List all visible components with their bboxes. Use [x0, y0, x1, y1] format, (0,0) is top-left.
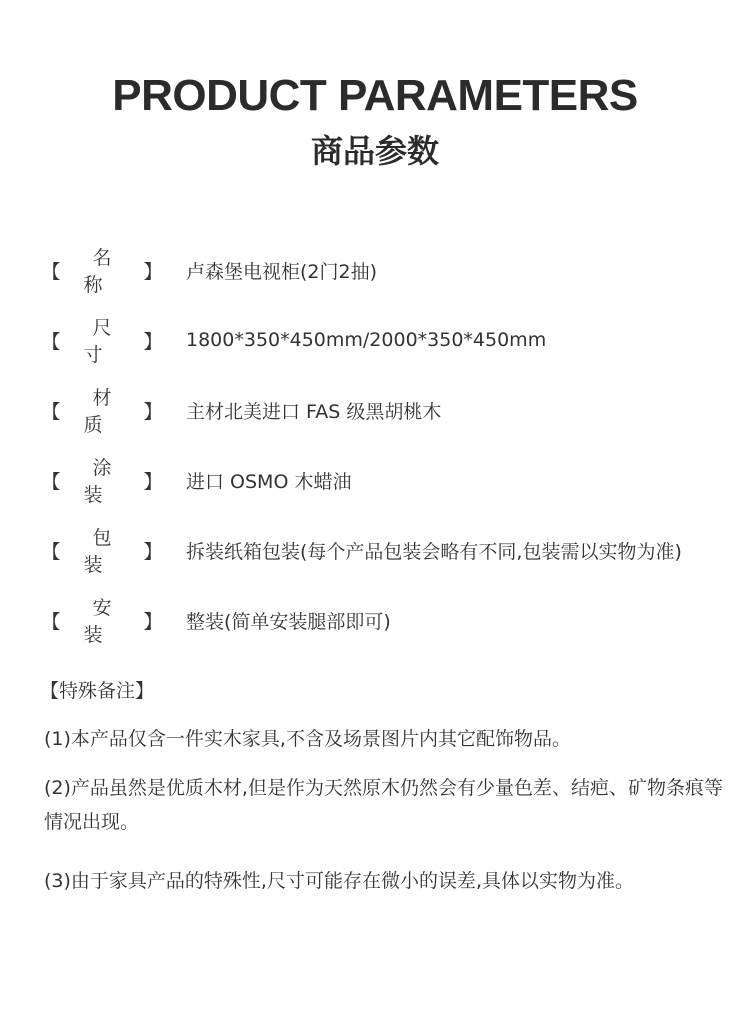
bracket-open: 【 [41, 330, 61, 353]
bracket-close: 】 [143, 470, 163, 493]
notes-title: 【特殊备注】 [40, 680, 155, 702]
param-label: 尺寸 [83, 317, 130, 366]
param-row-size [40, 317, 547, 366]
bracket-open: 【 [41, 610, 61, 633]
note-item-2: (2)产品虽然是优质木材,但是作为天然原木仍然会有少量色差、结疤、矿物条痕等情况出现。 [44, 777, 723, 833]
param-label: 包装 [83, 527, 130, 576]
param-label: 涂装 [83, 457, 130, 506]
param-row-packaging [40, 527, 682, 576]
bracket-close: 】 [143, 540, 163, 563]
param-label: 名称 [83, 247, 130, 296]
bracket-open: 【 [41, 470, 61, 493]
param-label: 安装 [83, 597, 130, 646]
bracket-open: 【 [41, 540, 61, 563]
note-item-1: (1)本产品仅含一件实木家具,不含及场景图片内其它配饰物品。 [44, 728, 571, 750]
bracket-open: 【 [41, 260, 61, 283]
param-value: 卢森堡电视柜(2门2抽) [186, 260, 378, 283]
param-value: 1800*350*450mm/2000*350*450mm [186, 329, 547, 351]
bracket-close: 】 [143, 610, 163, 633]
param-row-finish [40, 457, 352, 506]
bracket-open: 【 [41, 400, 61, 423]
bracket-close: 】 [143, 400, 163, 423]
param-row-installation [40, 597, 391, 646]
param-value: 整装(简单安装腿部即可) [186, 610, 391, 633]
bracket-close: 】 [143, 330, 163, 353]
param-value: 拆装纸箱包装(每个产品包装会略有不同,包装需以实物为准) [186, 540, 682, 563]
param-value: 进口 OSMO 木蜡油 [186, 470, 352, 493]
bracket-close: 】 [143, 260, 163, 283]
param-label: 材质 [83, 387, 130, 436]
param-row-material [40, 387, 442, 436]
param-value: 主材北美进口 FAS 级黑胡桃木 [186, 400, 442, 423]
param-row-name [40, 247, 378, 296]
page-title-en: PRODUCT PARAMETERS [112, 71, 638, 120]
page-title-cn: 商品参数 [310, 132, 439, 170]
note-item-3: (3)由于家具产品的特殊性,尺寸可能存在微小的误差,具体以实物为准。 [44, 870, 634, 892]
